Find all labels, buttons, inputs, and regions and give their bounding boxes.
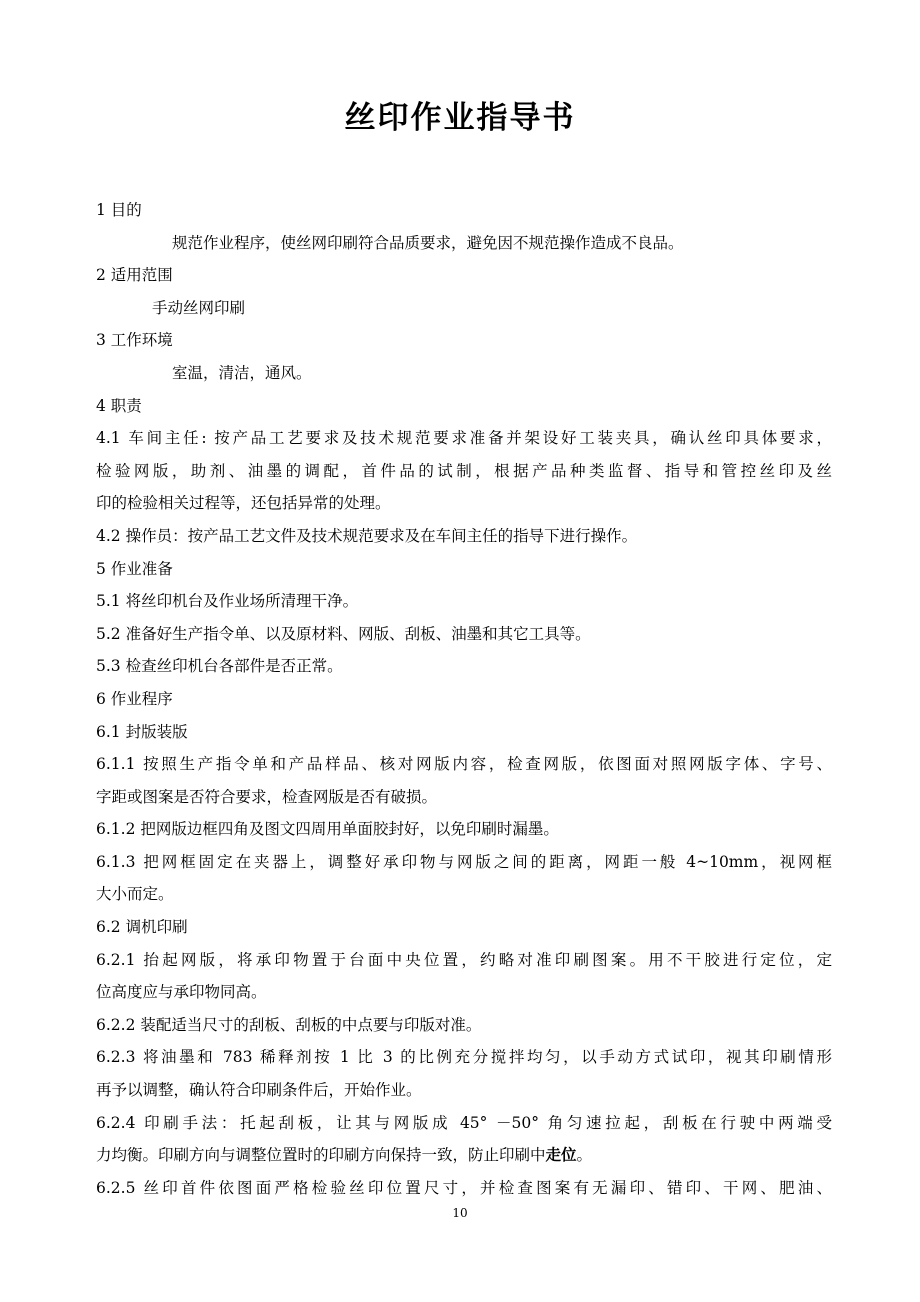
document-body: [96, 194, 832, 1204]
paragraph: 规范作业程序，使丝网印刷符合品质要求，避免因不规范操作造成不良品。: [172, 233, 684, 252]
paragraph-line: 6.2.3 将油墨和 783 稀释剂按 1 比 3 的比例充分搅拌均匀，以手动方式试印，视其印刷情形: [96, 1048, 832, 1067]
section-heading: 3 工作环境: [96, 331, 173, 350]
paragraph-line: 再予以调整，确认符合印刷条件后，开始作业。: [96, 1081, 422, 1100]
section-heading: 1 目的: [96, 201, 142, 219]
paragraph-line: 印的检验相关过程等，还包括异常的处理。: [96, 494, 391, 513]
list-item: 5.1 将丝印机台及作业场所清理干净。: [96, 592, 359, 611]
section-heading: 2 适用范围: [96, 266, 173, 285]
paragraph: 手动丝网印刷: [152, 298, 246, 317]
emphasized-text: 走位: [545, 1145, 577, 1165]
list-item: 5.2 准备好生产指令单、以及原材料、网版、刮板、油墨和其它工具等。: [96, 624, 591, 643]
section-heading: 5 作业准备: [96, 559, 173, 578]
paragraph-line: 6.2.5 丝印首件依图面严格检验丝印位置尺寸，并检查图案有无漏印、错印、干网、肥油、: [96, 1178, 832, 1197]
document-title: 丝印作业指导书: [344, 100, 576, 136]
section-heading: 6 作业程序: [96, 689, 173, 708]
paragraph-line: 字距或图案是否符合要求，检查网版是否有破损。: [96, 787, 438, 806]
subsection-heading: 6.2 调机印刷: [96, 918, 188, 937]
paragraph-line: 检验网版，助剂、油墨的调配，首件品的试制，根据产品种类监督、指导和管控丝印及丝: [96, 461, 832, 480]
paragraph-line: 6.2.4 印刷手法：托起刮板，让其与网版成 45° －50° 角匀速拉起，刮板在行驶中两端受: [96, 1113, 832, 1132]
subsection-heading: 6.1 封版装版: [96, 722, 188, 741]
paragraph-line: 位高度应与承印物同高。: [96, 983, 267, 1002]
paragraph-line: 大小而定。: [96, 885, 174, 904]
paragraph-line: 6.1.1 按照生产指令单和产品样品、核对网版内容，检查网版，依图面对照网版字体、字号、: [96, 755, 832, 774]
paragraph: 4.2 操作员：按产品工艺文件及技术规范要求及在车间主任的指导下进行操作。: [96, 526, 638, 545]
list-item: 5.3 检查丝印机台各部件是否正常。: [96, 657, 343, 676]
paragraph-line: 4.1 车间主任: 按产品工艺要求及技术规范要求准备并架设好工装夹具，确认丝印具体要求，: [96, 429, 832, 448]
paragraph-line: 6.2.1 抬起网版，将承印物置于台面中央位置，约略对准印刷图案。用不干胶进行定位，定: [96, 950, 832, 969]
page-number: 10: [452, 1206, 468, 1220]
section-heading: 4 职责: [96, 396, 142, 415]
paragraph-text: 。: [576, 1146, 593, 1165]
paragraph: 6.2.2 装配适当尺寸的刮板、刮板的中点要与印版对准。: [96, 1015, 482, 1034]
paragraph: 6.1.2 把网版边框四角及图文四周用单面胶封好，以免印刷时漏墨。: [96, 820, 559, 839]
paragraph: 室温，清洁，通风。: [172, 363, 312, 382]
paragraph-line: [96, 1139, 832, 1172]
paragraph-text: 力均衡。印刷方向与调整位置时的印刷方向保持一致，防止印刷中: [96, 1146, 546, 1165]
paragraph-line: 6.1.3 把网框固定在夹器上，调整好承印物与网版之间的距离，网距一般 4~10mm，视网框: [96, 852, 832, 871]
